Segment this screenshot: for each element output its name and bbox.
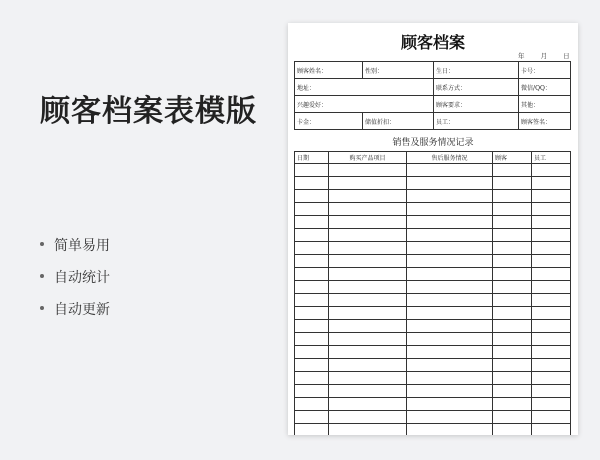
date-line [518,51,578,60]
record-cell [295,177,329,190]
record-cell [493,229,532,242]
record-row [295,294,571,307]
record-cell [295,216,329,229]
record-row [295,177,571,190]
record-cell [329,320,407,333]
feature-item [40,302,110,334]
record-cell [532,398,571,411]
feature-list [40,238,110,334]
col-date-header: 日期 [295,152,329,164]
record-cell [329,411,407,424]
record-row [295,229,571,242]
record-cell [407,216,493,229]
record-cell [329,177,407,190]
record-cell [295,242,329,255]
record-cell [295,294,329,307]
record-row [295,385,571,398]
record-cell [407,294,493,307]
date-day-label: 日 [563,52,570,60]
record-cell [407,398,493,411]
record-cell [295,385,329,398]
record-cell [493,268,532,281]
info-cell: 兴趣爱好： [295,96,434,113]
record-cell [329,229,407,242]
record-cell [532,177,571,190]
record-row [295,398,571,411]
record-cell [532,216,571,229]
record-cell [493,177,532,190]
record-cell [295,268,329,281]
record-row [295,255,571,268]
record-cell [295,359,329,372]
record-cell [532,333,571,346]
record-cell [329,190,407,203]
record-cell [295,203,329,216]
bullet-icon [40,274,44,278]
record-cell [295,333,329,346]
record-cell [493,398,532,411]
record-cell [493,203,532,216]
record-cell [407,164,493,177]
record-row [295,424,571,436]
record-cell [532,307,571,320]
record-cell [329,281,407,294]
record-cell [407,203,493,216]
record-cell [493,164,532,177]
record-cell [295,164,329,177]
record-cell [295,411,329,424]
record-cell [329,255,407,268]
record-cell [493,190,532,203]
record-cell [493,424,532,436]
record-cell [329,164,407,177]
info-cell: 顾客姓名： [295,62,363,79]
records-title: 销售及服务情况记录 [392,138,474,148]
record-cell [329,333,407,346]
feature-item [40,270,110,302]
record-row [295,190,571,203]
bullet-icon [40,242,44,246]
record-row [295,346,571,359]
record-cell [532,203,571,216]
info-cell: 卡金： [295,113,363,130]
record-cell [493,385,532,398]
record-cell [329,242,407,255]
record-cell [407,281,493,294]
record-cell [532,372,571,385]
records-header-row [295,152,571,164]
record-cell [295,190,329,203]
record-cell [407,333,493,346]
info-cell: 员工： [434,113,519,130]
record-cell [295,281,329,294]
record-cell [532,346,571,359]
record-cell [532,320,571,333]
info-cell: 性别： [363,62,434,79]
record-row [295,281,571,294]
record-cell [329,398,407,411]
record-cell [493,411,532,424]
info-cell: 顾客签名： [519,113,571,130]
record-cell [493,372,532,385]
record-cell [493,346,532,359]
record-row [295,307,571,320]
info-cell: 卡号： [519,62,571,79]
record-cell [407,177,493,190]
record-cell [295,346,329,359]
record-cell [407,372,493,385]
feature-label: 简单易用 [54,238,110,254]
record-cell [329,294,407,307]
record-cell [407,268,493,281]
record-cell [493,294,532,307]
record-cell [295,398,329,411]
record-cell [532,255,571,268]
record-cell [532,229,571,242]
record-cell [532,424,571,436]
record-cell [407,346,493,359]
info-cell: 地址： [295,79,434,96]
info-cell: 储值折扣： [363,113,434,130]
record-cell [295,372,329,385]
record-cell [407,190,493,203]
record-cell [532,268,571,281]
date-month-label: 月 [540,52,548,60]
record-row [295,320,571,333]
record-cell [407,359,493,372]
record-cell [493,242,532,255]
info-cell: 顾客要求： [434,96,519,113]
record-cell [532,190,571,203]
record-cell [493,307,532,320]
record-row [295,411,571,424]
info-row [295,62,571,79]
sheet-title: 顾客档案 [400,33,465,52]
col-customer-header: 顾客 [493,152,532,164]
record-cell [329,359,407,372]
record-cell [493,320,532,333]
record-cell [493,359,532,372]
record-cell [295,229,329,242]
record-row [295,164,571,177]
col-product-header: 购买产品项目 [329,152,407,164]
info-cell: 联系方式： [434,79,519,96]
record-cell [407,307,493,320]
record-row [295,333,571,346]
record-cell [329,268,407,281]
record-cell [329,203,407,216]
record-cell [295,307,329,320]
record-row [295,203,571,216]
info-row [295,96,571,113]
record-cell [532,281,571,294]
record-cell [407,242,493,255]
record-cell [329,385,407,398]
record-cell [295,424,329,436]
record-cell [329,372,407,385]
page-title: 顾客档案表模版 [40,94,257,129]
record-cell [295,320,329,333]
customer-record-sheet [288,23,578,435]
record-cell [329,307,407,320]
record-cell [493,216,532,229]
feature-item [40,238,110,270]
record-row [295,372,571,385]
record-cell [532,359,571,372]
record-cell [295,255,329,268]
feature-label: 自动统计 [54,270,110,286]
record-cell [329,346,407,359]
record-cell [407,255,493,268]
record-cell [532,385,571,398]
info-cell: 其他： [519,96,571,113]
record-cell [407,424,493,436]
record-row [295,268,571,281]
record-row [295,359,571,372]
col-service-header: 售后服务情况 [407,152,493,164]
record-cell [407,411,493,424]
record-cell [329,424,407,436]
info-row [295,113,571,130]
record-cell [493,281,532,294]
info-cell: 微信/QQ： [519,79,571,96]
record-cell [407,320,493,333]
bullet-icon [40,306,44,310]
record-cell [407,229,493,242]
info-cell: 生日： [434,62,519,79]
record-cell [329,216,407,229]
record-row [295,216,571,229]
date-year-label: 年 [518,52,525,60]
customer-info-table [294,61,571,130]
sales-record-table [294,151,571,435]
col-staff-header: 员工 [532,152,571,164]
record-row [295,242,571,255]
info-row [295,79,571,96]
record-cell [532,164,571,177]
record-cell [493,333,532,346]
record-cell [407,385,493,398]
feature-label: 自动更新 [54,302,110,318]
record-cell [532,294,571,307]
record-cell [493,255,532,268]
record-cell [532,242,571,255]
record-cell [532,411,571,424]
